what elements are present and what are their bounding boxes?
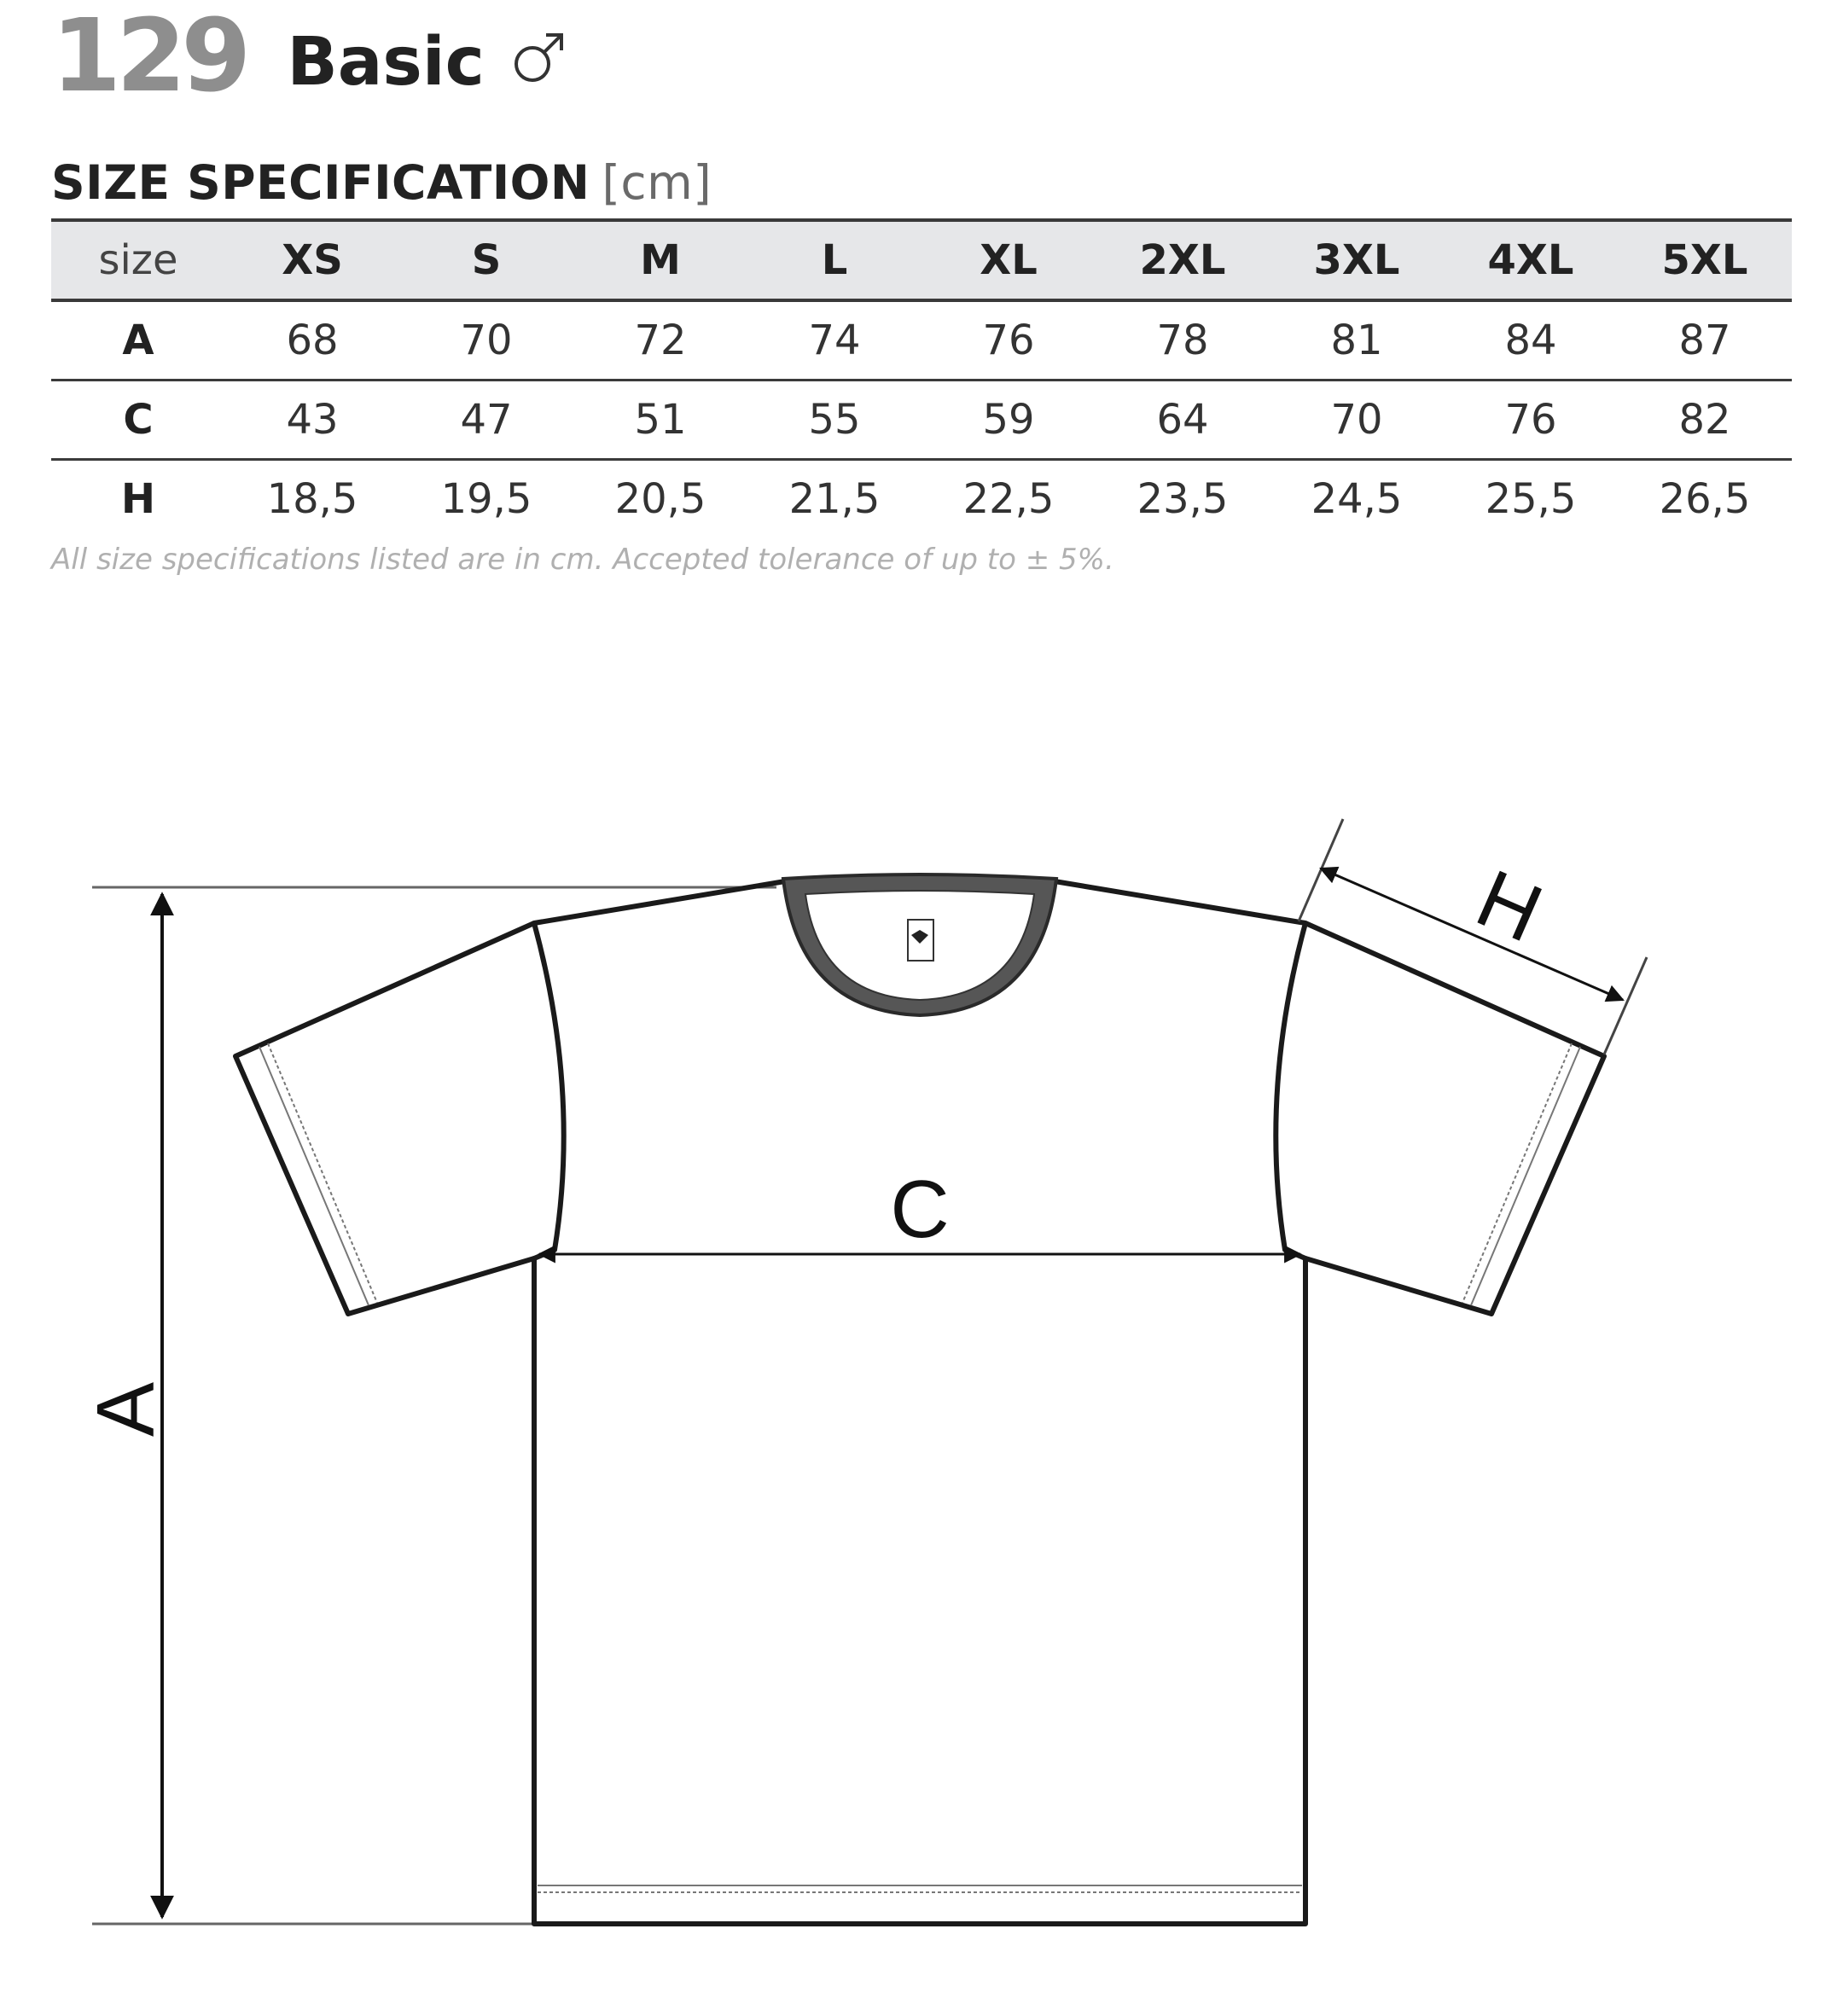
table-cell: 84 (1504, 317, 1557, 364)
model-number: 129 (51, 0, 247, 114)
table-cell: 25,5 (1485, 475, 1577, 523)
table-cell: 19,5 (440, 475, 532, 523)
table-cell: 23,5 (1137, 475, 1229, 523)
table-row (51, 300, 1792, 381)
size-header: 4XL (1487, 236, 1574, 284)
table-cell: 68 (286, 317, 339, 364)
spec-unit: [cm] (602, 155, 712, 210)
size-header: S (471, 236, 502, 284)
size-table (51, 218, 1792, 537)
label-c: C (890, 1164, 950, 1255)
ref-line-h-start (1299, 819, 1343, 921)
size-header-row (51, 220, 1792, 300)
size-header: XS (282, 236, 343, 284)
right-sleeve-outline (1305, 923, 1604, 1314)
male-symbol-icon (510, 30, 567, 90)
tshirt-diagram (0, 768, 1843, 2016)
table-cell: 78 (1156, 317, 1209, 364)
table-cell: 20,5 (614, 475, 706, 523)
table-cell: 70 (1330, 396, 1383, 444)
size-header: M (640, 236, 681, 284)
table-cell: 76 (1504, 396, 1557, 444)
product-header (51, 0, 567, 114)
table-cell: 76 (982, 317, 1035, 364)
ref-line-h-end (1604, 957, 1647, 1054)
table-cell: 70 (460, 317, 513, 364)
size-header: 3XL (1313, 236, 1400, 284)
label-a: A (80, 1381, 172, 1438)
table-cell: 24,5 (1311, 475, 1403, 523)
table-cell: 51 (634, 396, 687, 444)
model-name: Basic (287, 24, 485, 101)
size-header: 2XL (1139, 236, 1226, 284)
table-cell: 22,5 (962, 475, 1055, 523)
size-header: L (821, 236, 848, 284)
table-cell: 64 (1156, 396, 1209, 444)
table-cell: 55 (808, 396, 861, 444)
table-cell: 47 (460, 396, 513, 444)
label-h: H (1463, 852, 1555, 961)
spec-title-text: SIZE SPECIFICATION (51, 155, 590, 210)
sleeve-stitch (1471, 1047, 1580, 1305)
table-cell: 72 (634, 317, 687, 364)
table-cell: 82 (1678, 396, 1731, 444)
left-sleeve-outline (235, 923, 534, 1314)
table-cell: 26,5 (1659, 475, 1751, 523)
row-label: C (123, 396, 154, 444)
table-cell: 81 (1330, 317, 1383, 364)
table-cell: 87 (1678, 317, 1731, 364)
table-row (51, 381, 1792, 460)
row-label: H (120, 475, 156, 523)
size-corner-label: size (98, 236, 178, 284)
size-header: XL (980, 236, 1038, 284)
spec-title (51, 155, 712, 210)
tshirt-body-outline (534, 881, 1305, 1924)
size-header: 5XL (1661, 236, 1748, 284)
row-label: A (122, 317, 154, 364)
table-cell: 74 (808, 317, 861, 364)
table-cell: 21,5 (788, 475, 881, 523)
tolerance-note: All size specifications listed are in cm. Accepted tolerance of up to ± 5%. (51, 543, 1114, 577)
table-cell: 18,5 (266, 475, 358, 523)
table-cell: 59 (982, 396, 1035, 444)
table-row (51, 460, 1792, 538)
sleeve-stitch (259, 1047, 369, 1305)
table-cell: 43 (286, 396, 339, 444)
